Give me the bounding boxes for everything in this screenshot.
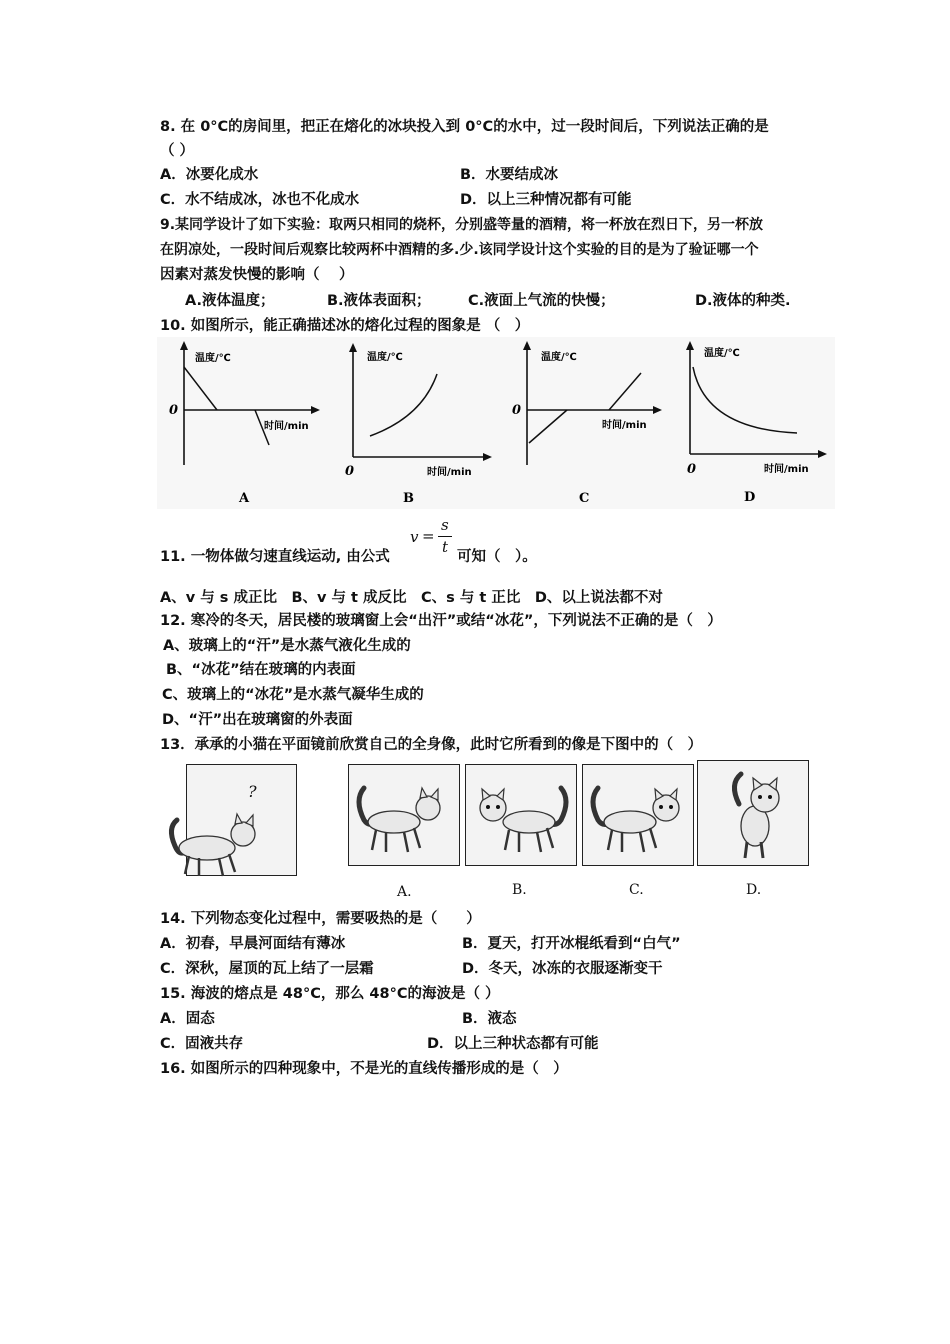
q11-formula-s: s <box>441 516 449 534</box>
q13-question-mark: ? <box>248 782 257 801</box>
q13-cat-c <box>586 780 690 860</box>
q15-option-b: B．液态 <box>462 1011 517 1027</box>
q16-stem: 16. 如图所示的四种现象中，不是光的直线传播形成的是（ ） <box>160 1061 568 1077</box>
q9-option-d: D.液体的种类. <box>695 293 791 309</box>
q10-stem: 10. 如图所示，能正确描述冰的熔化过程的图象是 （ ） <box>160 318 530 334</box>
graph-a-ylabel: 温度/℃ <box>195 353 231 364</box>
q10-graphs <box>157 337 835 509</box>
q14-option-c: C．深秋，屋顶的瓦上结了一层霜 <box>160 961 374 977</box>
q11-tail: 可知（ ）。 <box>457 549 537 565</box>
q15-stem: 15. 海波的熔点是 48°C，那么 48°C的海波是（ ） <box>160 986 500 1002</box>
graph-d-xlabel: 时间/min <box>764 464 809 475</box>
q13-cat-d <box>715 770 795 862</box>
q13-cat-a <box>352 780 456 860</box>
graph-b-ylabel: 温度/℃ <box>367 352 403 363</box>
q14-option-a: A．初春，早晨河面结有薄冰 <box>160 936 346 952</box>
q13-caption-b: B. <box>512 882 527 898</box>
q11-stem: 11. 一物体做匀速直线运动, 由公式 <box>160 549 390 565</box>
q9-line3: 因素对蒸发快慢的影响（ ） <box>160 267 354 283</box>
graph-c-xlabel: 时间/min <box>602 420 647 431</box>
graph-b-xlabel: 时间/min <box>427 467 472 478</box>
graph-a-xlabel: 时间/min <box>264 421 309 432</box>
q11-formula-v: v <box>410 528 419 546</box>
q9-option-a: A.液体温度； <box>185 293 275 309</box>
graph-d-letter: D <box>744 490 756 505</box>
q8-paren: （ ） <box>160 143 195 159</box>
graph-d-zero: 0 <box>687 462 697 477</box>
q13-cat-original <box>163 808 273 880</box>
q11-options: A、v 与 s 成正比 B、v 与 t 成反比 C、s 与 t 正比 D、以上说法都不对 <box>160 590 663 606</box>
graph-a-zero: 0 <box>169 403 179 418</box>
q11-formula-eq: = <box>422 527 435 545</box>
q8-option-b: B．水要结成冰 <box>460 167 559 183</box>
q8-option-a: A．冰要化成水 <box>160 167 259 183</box>
q14-option-d: D．冬天，冰冻的衣服逐渐变干 <box>462 961 663 977</box>
q14-option-b: B．夏天，打开冰棍纸看到“白气” <box>462 936 681 952</box>
q8-option-d: D．以上三种情况都有可能 <box>460 192 632 208</box>
q12-option-a: A、玻璃上的“汗”是水蒸气液化生成的 <box>163 638 411 654</box>
graph-c-letter: C <box>579 491 590 506</box>
q8-stem: 8. 在 0°C的房间里，把正在熔化的冰块投入到 0°C的水中，过一段时间后，下列说法正确的是 <box>160 119 769 135</box>
graph-c-ylabel: 温度/℃ <box>541 352 577 363</box>
q12-option-b: B、“冰花”结在玻璃的内表面 <box>166 662 356 678</box>
graph-b-letter: B <box>403 491 414 506</box>
q11-fraction-bar <box>438 536 452 537</box>
q9-option-b: B.液体表面积； <box>327 293 431 309</box>
q9-line1: 9.某同学设计了如下实验：取两只相同的烧杯，分别盛等量的酒精，将一杯放在烈日下，另一杯放 <box>160 217 764 233</box>
q12-option-c: C、玻璃上的“冰花”是水蒸气凝华生成的 <box>162 687 424 703</box>
q13-caption-c: C. <box>629 882 644 898</box>
q15-option-c: C．固液共存 <box>160 1036 244 1052</box>
q14-stem: 14. 下列物态变化过程中，需要吸热的是（ ） <box>160 911 481 927</box>
graph-c-zero: 0 <box>512 403 522 418</box>
graph-d-ylabel: 温度/℃ <box>704 348 740 359</box>
q15-option-a: A．固态 <box>160 1011 215 1027</box>
q8-option-c: C．水不结成冰，冰也不化成水 <box>160 192 360 208</box>
graph-a-letter: A <box>239 491 250 506</box>
graph-b-zero: 0 <box>345 464 355 479</box>
q12-option-d: D、“汗”出在玻璃窗的外表面 <box>162 712 353 728</box>
q13-caption-d: D. <box>746 882 762 898</box>
q12-stem: 12. 寒冷的冬天，居民楼的玻璃窗上会“出汗”或结“冰花”，下列说法不正确的是（ ） <box>160 613 722 629</box>
q13-stem: 13．承承的小猫在平面镜前欣赏自己的全身像，此时它所看到的像是下图中的（ ） <box>160 737 703 753</box>
q11-formula-t: t <box>442 538 449 556</box>
q13-cat-b <box>469 780 573 860</box>
q9-line2: 在阴凉处，一段时间后观察比较两杯中酒精的多.少.该同学设计这个实验的目的是为了验证哪一个 <box>160 242 759 258</box>
q9-option-c: C.液面上气流的快慢； <box>468 293 615 309</box>
q13-caption-a: A. <box>397 884 412 900</box>
q15-option-d: D．以上三种状态都有可能 <box>427 1036 599 1052</box>
